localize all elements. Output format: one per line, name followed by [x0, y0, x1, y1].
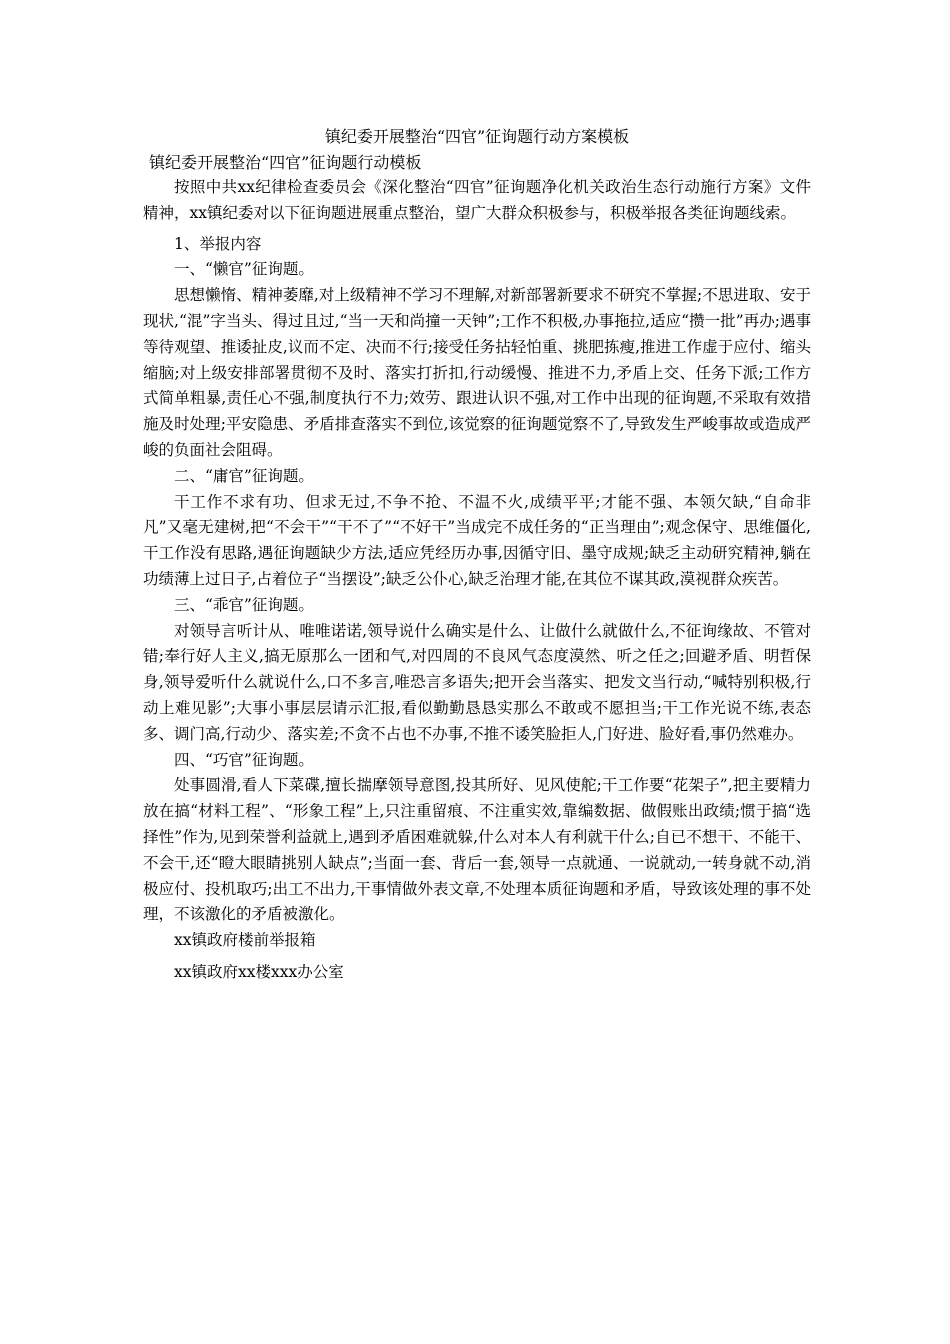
item-heading-mediocre-official: 二、“庸官”征询题。 [174, 466, 314, 485]
section-heading: 1、举报内容 [174, 234, 262, 253]
document-title: 镇纪委开展整治“四官”征询题行动方案模板 [324, 127, 630, 146]
item-body-mediocre-official: 干工作不求有功、但求无过,不争不抢、不温不火,成绩平平;才能不强、本领欠缺,“自命非凡”又毫无建树,把“不会干”“干不了”“不好干”当成完不成任务的“正当理由”;观念保守、思维僵化,干工作没有思路,遇征询题缺少方法,适应凭经历办事,因循守旧、墨守成规;缺乏主动研究精神,躺在功绩薄上过日子,占着位子“当摆设”;缺乏公仆心,缺乏治理才能,在其位不谋其政,漠视群众疾苦。 [143, 492, 811, 588]
item-heading-crafty-official: 四、“巧官”征询题。 [174, 750, 314, 769]
intro-paragraph: 按照中共xx纪律检查委员会《深化整治“四官”征询题净化机关政治生态行动施行方案》文件精神，xx镇纪委对以下征询题进展重点整治，望广大群众积极参与，积极举报各类征询题线索。 [143, 178, 811, 222]
item-body-lazy-official: 思想懒惰、精神萎靡,对上级精神不学习不理解,对新部署新要求不研究不掌握;不思进取、安于现状,“混”字当头、得过且过,“当一天和尚撞一天钟”;工作不积极,办事拖拉,适应“攒一批”再办;遇事等待观望、推诿扯皮,议而不定、决而不行;接受任务拈轻怕重、挑肥拣瘦,推进工作虚于应付、缩头缩脑;对上级安排部署贯彻不及时、落实打折扣,行动缓慢、推进不力,矛盾上交、任务下派;工作方式简单粗暴,责任心不强,制度执行不力;效劳、跟进认识不强,对工作中出现的征询题,不采取有效措施及时处理;平安隐患、矛盾排查落实不到位,该觉察的征询题觉察不了,导致发生严峻事故或造成严峻的负面社会阻碍。 [143, 286, 811, 459]
footer-report-office: xx镇政府xx楼xxx办公室 [174, 962, 344, 981]
footer-report-box: xx镇政府楼前举报箱 [174, 931, 316, 950]
document-subtitle: 镇纪委开展整治“四官”征询题行动模板 [149, 153, 422, 172]
item-heading-lazy-official: 一、“懒官”征询题。 [174, 260, 314, 279]
item-heading-obedient-official: 三、“乖官”征询题。 [174, 595, 314, 614]
item-body-obedient-official: 对领导言听计从、唯唯诺诺,领导说什么确实是什么、让做什么就做什么,不征询缘故、不管对错;奉行好人主义,搞无原那么一团和气,对四周的不良风气态度漠然、听之任之;回避矛盾、明哲保身,领导爱听什么就说什么,口不多言,唯恐言多语失;把开会当落实、把发文当行动,“喊特别积极,行动上难见影”;大事小事层层请示汇报,看似勤勤恳恳实那么不敢或不愿担当;干工作光说不练,表态多、调门高,行动少、落实差;不贪不占也不办事,不推不诿笑脸拒人,门好进、脸好看,事仍然难办。 [143, 621, 811, 743]
item-body-crafty-official: 处事圆滑,看人下菜碟,擅长揣摩领导意图,投其所好、见风使舵;干工作要“花架子”,把主要精力放在搞“材料工程”、“形象工程”上,只注重留痕、不注重实效,靠编数据、做假账出政绩;惯于搞“选择性”作为,见到荣誉利益就上,遇到矛盾困难就躲,什么对本人有利就干什么;自已不想干、不能干、不会干,还“瞪大眼睛挑别人缺点”;当面一套、背后一套,领导一点就通、一说就动,一转身就不动,消极应付、投机取巧;出工不出力,干事情做外表文章,不处理本质征询题和矛盾，导致该处理的事不处理，不该激化的矛盾被激化。 [143, 776, 811, 924]
document-page [143, 124, 811, 986]
